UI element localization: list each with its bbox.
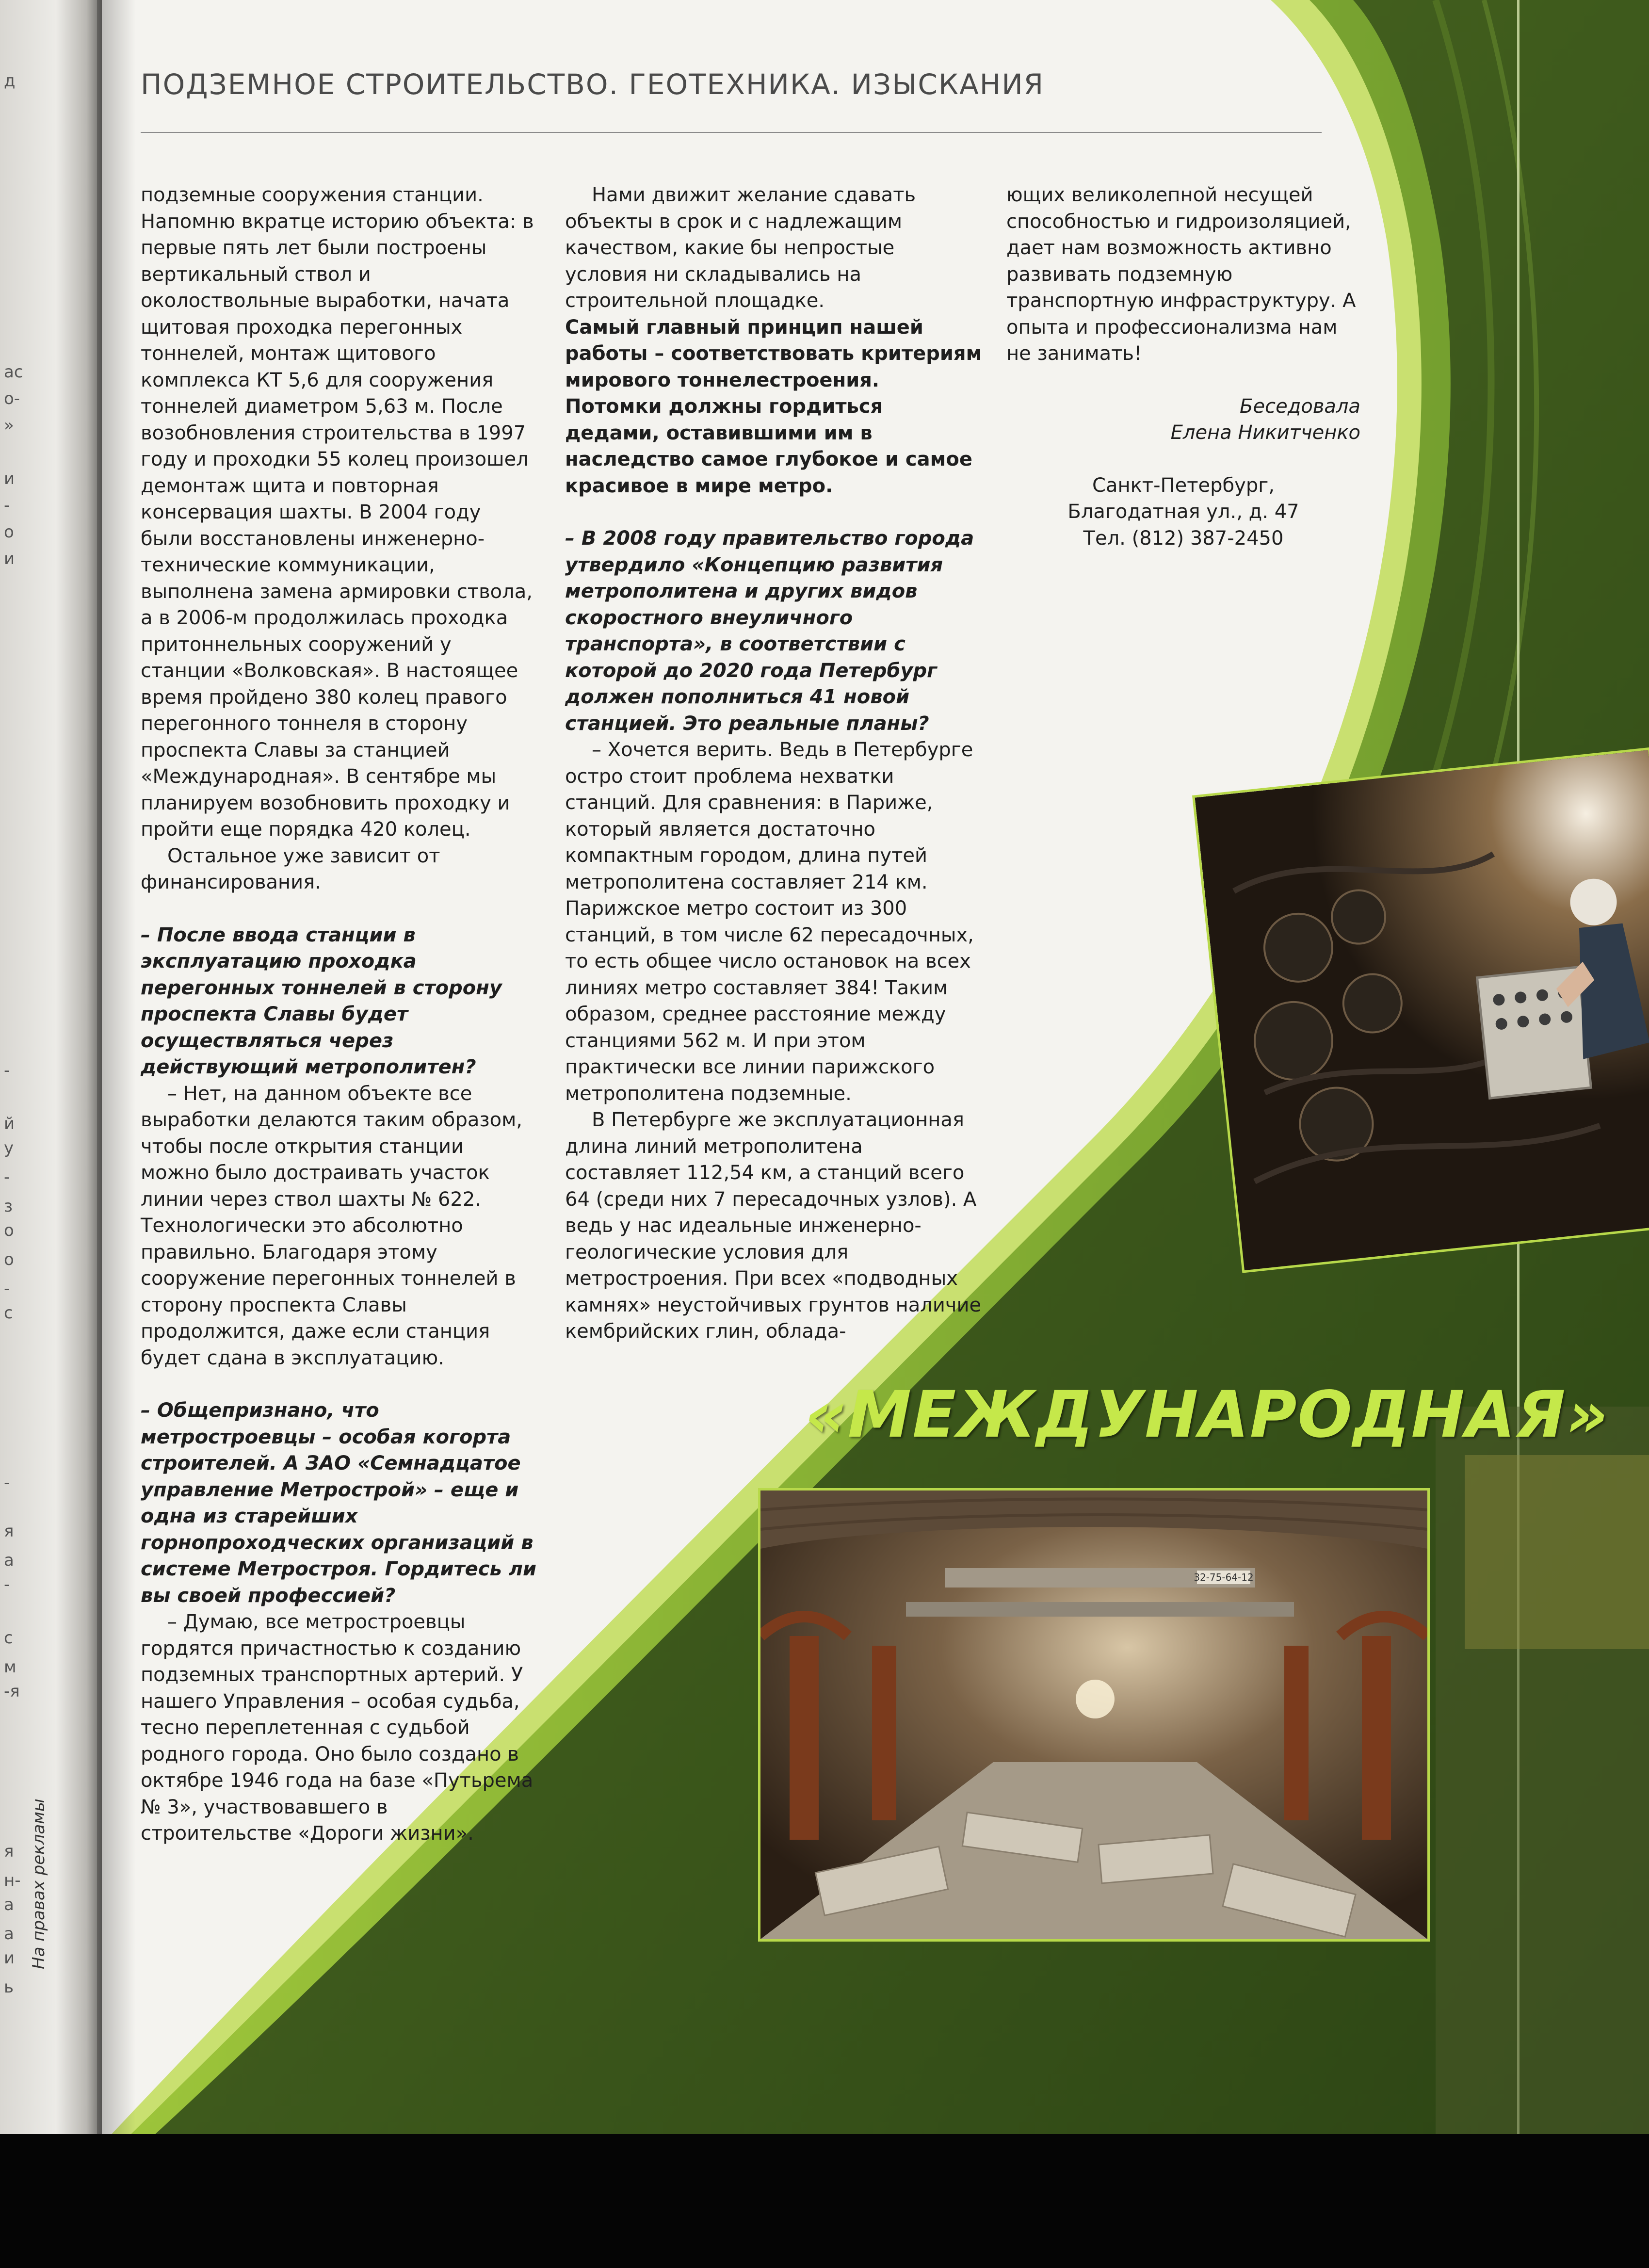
fragment-text: я <box>4 1842 14 1861</box>
paragraph: – Думаю, все метростроевцы гордятся причастностью к созданию подземных транспортных артерий. У нашего Управления – особая судьба, тесно переплетенная с судьбой родного города. Оно было создано в октябре 1946 года на базе «Путьрема № 3», участвовавшего в строительстве «Дороги жизни». <box>141 1611 534 1845</box>
photo-station-construction <box>758 1488 1430 1942</box>
fragment-text: - <box>4 1279 10 1298</box>
fragment-text: - <box>4 1061 10 1080</box>
fragment-text: а <box>4 1924 14 1944</box>
interview-question: – После ввода станции в эксплуатацию проходка перегонных тоннелей в сторону проспекта Славы будет осуществляться через действующий метрополитен? <box>141 923 502 1078</box>
paragraph-gap <box>1006 367 1360 393</box>
paragraph: Остальное уже зависит от финансирования. <box>141 844 440 893</box>
fragment-text: ас <box>4 362 23 382</box>
gutter-shadow <box>97 0 136 2134</box>
paragraph-gap <box>1006 446 1360 472</box>
paragraph-gap <box>141 1371 538 1397</box>
fragment-text: с <box>4 1303 13 1323</box>
paragraph: В Петербурге же эксплуатационная длина линий метрополитена составляет 112,54 км, а станций всего 64 (среди них 7 пересадочных узлов). А ведь у нас идеальные инженерно-геологические условия для метростроения. При всех «подводных камнях» неустойчивых грунтов наличие кембрийских глин, облада- <box>565 1109 982 1343</box>
text-column-3 <box>1006 182 1360 551</box>
paragraph-gap <box>565 499 982 525</box>
fragment-text: и <box>4 549 15 568</box>
paragraph: – Нет, на данном объекте все выработки делаются таким образом, чтобы после открытия станции можно было достраивать участок линии через ствол шахты № 622. Технологически это абсолютно правильно. Благодаря этому сооружение перегонных тоннелей в сторону проспекта Славы продолжится, даже если станция будет сдана в эксплуатацию. <box>141 1082 522 1369</box>
fragment-text: с <box>4 1628 13 1648</box>
text-column-2 <box>565 182 982 1345</box>
scan-bottom-edge <box>0 2134 1649 2268</box>
fragment-text: м <box>4 1657 16 1677</box>
fragment-text: у <box>4 1138 14 1158</box>
fragment-text: ь <box>4 1977 14 1997</box>
adjacent-page-strip <box>0 0 102 2134</box>
fragment-text: -я <box>4 1682 20 1701</box>
interview-question: – Общепризнано, что метростроевцы – особая когорта строителей. А ЗАО «Семнадцатое управление Метрострой» – еще и одна из старейших горнопроходческих организаций в системе Метростроя. Гордитесь ли вы своей профессией? <box>141 1399 537 1607</box>
fragment-text: н- <box>4 1871 21 1890</box>
paragraph-gap <box>141 896 538 922</box>
paragraph: подземные сооружения станции. Напомню вкратце историю объекта: в первые пять лет были построены вертикальный ствол и околоствольные выработки, начата щитовая проходка перегонных тоннелей, монтаж щитового комплекса КТ 5,6 для сооружения тоннелей диаметром 5,63 м. После возобновления строительства в 1997 году и проходки 55 колец произошел демонтаж щита и повторная консервация шахты. В 2004 году были восстановлены инженерно-технические коммуникации, выполнена замена армировки ствола, а в 2006-м продолжилась проходка притоннельных сооружений у станции «Волковская». В настоящее время пройдено 380 колец правого перегонного тоннеля в сторону проспекта Славы за станцией «Международная». В сентябре мы планируем возобновить проходку и пройти еще порядка 420 колец. <box>141 184 534 841</box>
fragment-text: з <box>4 1197 13 1216</box>
header-divider <box>141 132 1322 133</box>
paragraph: Елена Никитченко <box>1170 421 1360 444</box>
fragment-text: о- <box>4 389 20 408</box>
fragment-text: а <box>4 1895 14 1914</box>
paragraph: Самый главный принцип нашей работы – соответствовать критериям мирового тоннелестроения. Потомки должны гордиться дедами, оставившими им в наследство самое глубокое и самое красивое в мире метро. <box>565 316 982 497</box>
paragraph: Беседовала <box>1240 395 1360 418</box>
fragment-text: - <box>4 1575 10 1594</box>
section-header: ПОДЗЕМНОЕ СТРОИТЕЛЬСТВО. ГЕОТЕХНИКА. ИЗЫСКАНИЯ <box>141 68 1045 101</box>
paragraph: – Хочется верить. Ведь в Петербурге остро стоит проблема нехватки станций. Для сравнения: в Париже, который является достаточно компактным городом, длина путей метрополитена составляет 214 км. Парижское метро состоит из 300 станций, в том числе 62 пересадочных, то есть общее число остановок на всех линиях метро составляет 384! Таким образом, среднее расстояние между станциями 562 м. И при этом практически все линии парижского метрополитена подземные. <box>565 739 974 1105</box>
paragraph: ющих великолепной несущей способностью и гидроизоляцией, дает нам возможность активно развивать подземную транспортную инфраструктуру. А опыта и профессионализма нам не занимать! <box>1006 184 1356 365</box>
fragment-text: и <box>4 1948 15 1968</box>
photo-control-panel-worker <box>1192 747 1649 1273</box>
fragment-text: д <box>4 71 16 91</box>
fragment-text: - <box>4 496 10 515</box>
fragment-text: я <box>4 1522 14 1541</box>
advertising-note: На правах рекламы <box>29 1798 48 1969</box>
paragraph: Нами движит желание сдавать объекты в срок и с надлежащим качеством, какие бы непростые условия ни складывались на строительной площадке. <box>565 184 916 312</box>
fragment-text: - <box>4 1473 10 1492</box>
station-title: «МЕЖДУНАРОДНАЯ» <box>805 1377 1609 1452</box>
fragment-text: - <box>4 1167 10 1187</box>
fragment-text: а <box>4 1551 14 1570</box>
paragraph: Благодатная ул., д. 47 <box>1067 501 1299 523</box>
interview-question: – В 2008 году правительство города утвердило «Концепцию развития метрополитена и других видов скоростного внеуличного транспорта», в соответствии с которой до 2020 года Петербург должен пополниться 41 новой станцией. Это реальные планы? <box>565 527 974 735</box>
crane-plate-label: 32-75-64-12 <box>1194 1571 1254 1583</box>
fragment-text: й <box>4 1114 15 1134</box>
fragment-text: и <box>4 469 15 488</box>
fragment-text: о <box>4 1221 14 1240</box>
fragment-text: » <box>4 416 14 435</box>
text-column-1 <box>141 182 538 1847</box>
fragment-text: о <box>4 1250 14 1269</box>
fragment-text: о <box>4 522 14 542</box>
paragraph: Тел. (812) 387-2450 <box>1083 527 1284 550</box>
paragraph: Санкт-Петербург, <box>1092 474 1275 497</box>
